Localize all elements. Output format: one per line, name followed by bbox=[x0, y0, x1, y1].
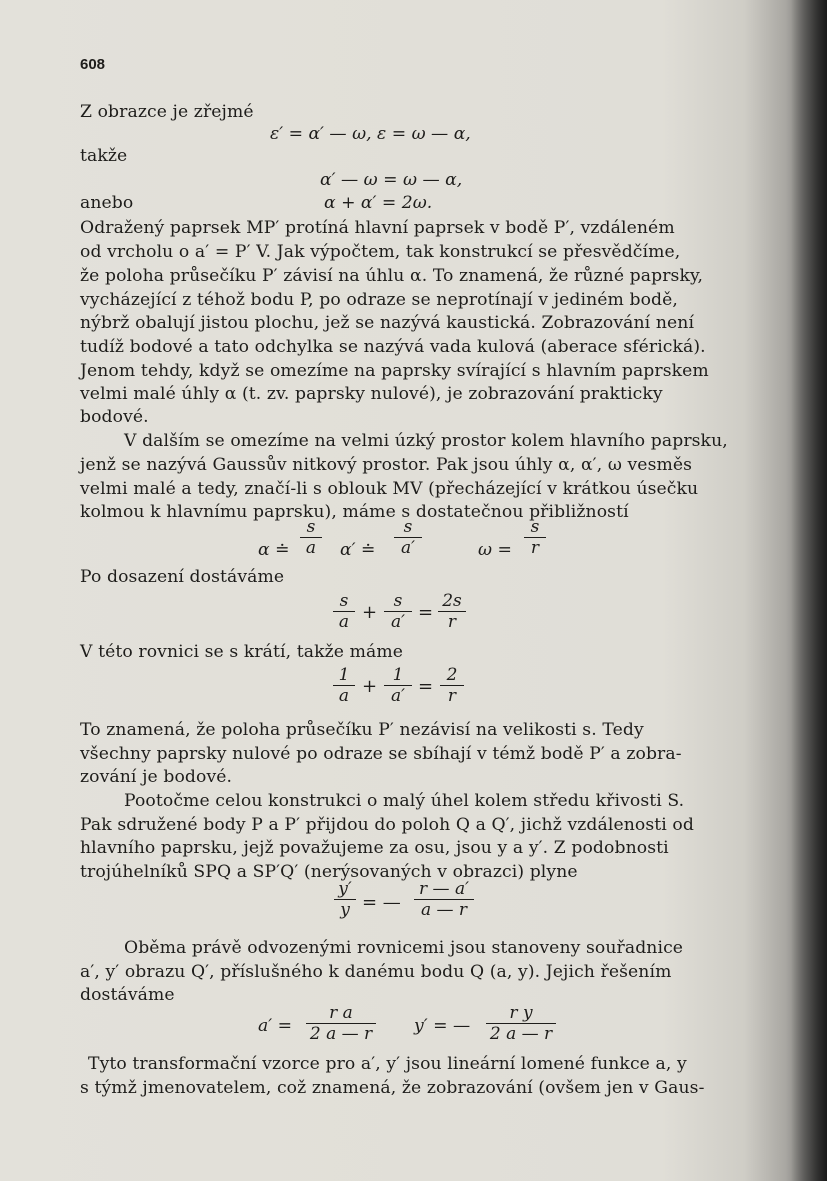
text-line: Z obrazce je zřejmé bbox=[80, 102, 254, 122]
formula-term: a′ = bbox=[258, 1016, 293, 1036]
text-line: vycházející z téhož bodu P, po odraze se neprotínají v jediném bodě, bbox=[80, 290, 678, 310]
page-number: 608 bbox=[80, 56, 106, 73]
text-line: V této rovnici se s krátí, takže máme bbox=[80, 642, 404, 662]
text-line: dostáváme bbox=[80, 985, 175, 1005]
text-line: tudíž bodové a tato odchylka se nazývá vada kulová (aberace sférická). bbox=[80, 337, 706, 357]
fraction: $\frac{1}{a}$ bbox=[333, 666, 355, 706]
equation-1: ε′ = α′ — ω, ε = ω — α, bbox=[270, 124, 471, 144]
text-line: trojúhelníků SPQ a SP′Q′ (nerýsovaných v obrazci) plyne bbox=[80, 862, 578, 882]
fraction: $\frac{s}{a}$ bbox=[333, 592, 355, 632]
fraction: $\frac{2s}{r}$ bbox=[438, 592, 466, 632]
formula-term: α′ ≐ bbox=[340, 540, 376, 560]
text-line: anebo bbox=[80, 193, 134, 213]
text-line: hlavního paprsku, jejž považujeme za osu, jsou y a y′. Z podobnosti bbox=[80, 838, 669, 858]
fraction: $\frac{y'}{y}$ bbox=[334, 880, 356, 920]
text-line: takže bbox=[80, 146, 128, 166]
text-line: všechny paprsky nulové po odraze se sbíhají v témž bodě P′ a zobra- bbox=[80, 744, 682, 764]
text-line: jenž se nazývá Gaussův nitkový prostor. Pak jsou úhly α, α′, ω vesměs bbox=[80, 455, 693, 475]
text-line: Odražený paprsek MP′ protíná hlavní paprsek v bodě P′, vzdáleném bbox=[80, 218, 675, 238]
text-line: Pak sdružené body P a P′ přijdou do poloh Q a Q′, jichž vzdálenosti od bbox=[80, 815, 694, 835]
text-line: Oběma právě odvozenými rovnicemi jsou stanoveny souřadnice bbox=[124, 938, 684, 958]
text-line: s týmž jmenovatelem, což znamená, že zobrazování (ovšem jen v Gaus- bbox=[80, 1078, 705, 1098]
equals-sign: = bbox=[418, 676, 434, 697]
formula-term: α ≐ bbox=[258, 540, 290, 560]
text-line: od vrcholu o a′ = P′ V. Jak výpočtem, tak konstrukcí se přesvědčíme, bbox=[80, 242, 681, 262]
equation-2: α′ — ω = ω — α, bbox=[320, 170, 463, 190]
text-line: nýbrž obalují jistou plochu, jež se nazývá kaustická. Zobrazování není bbox=[80, 313, 695, 333]
text-line: Pootočme celou konstrukci o malý úhel kolem středu křivosti S. bbox=[124, 791, 685, 811]
fraction: $\frac{2}{r}$ bbox=[440, 666, 464, 706]
formula-term: y′ = — bbox=[414, 1016, 471, 1036]
text-line: Jenom tehdy, když se omezíme na paprsky svírající s hlavním paprskem bbox=[80, 361, 709, 381]
text-line: bodové. bbox=[80, 407, 149, 427]
equation-3: α + α′ = 2ω. bbox=[324, 193, 433, 213]
text-line: Po dosazení dostáváme bbox=[80, 567, 285, 587]
fraction: $\frac{s}{a'}$ bbox=[394, 518, 422, 558]
text-line: zování je bodové. bbox=[80, 767, 233, 787]
text-line: velmi malé a tedy, značí-li s oblouk MV (přecházející v krátkou úsečku bbox=[80, 479, 699, 499]
text-line: kolmou k hlavnímu paprsku), máme s dostatečnou přibližností bbox=[80, 502, 629, 522]
fraction: $\frac{r — a'}{a — r}$ bbox=[414, 880, 474, 920]
text-line: velmi malé úhly α (t. zv. paprsky nulové), je zobrazování prakticky bbox=[80, 384, 663, 404]
text-line: a′, y′ obrazu Q′, příslušného k danému bodu Q (a, y). Jejich řešením bbox=[80, 962, 672, 982]
plus-sign: + bbox=[362, 602, 378, 623]
fraction: $\frac{s}{a}$ bbox=[300, 518, 322, 558]
page-gutter-shadow bbox=[791, 0, 827, 1181]
text-line: V dalším se omezíme na velmi úzký prostor kolem hlavního paprsku, bbox=[124, 431, 728, 451]
text-line: Tyto transformační vzorce pro a′, y′ jsou lineární lomené funkce a, y bbox=[88, 1054, 687, 1074]
fraction: $\frac{1}{a'}$ bbox=[384, 666, 412, 706]
fraction: $\frac{\text{r y}}{2 a — r}$ bbox=[486, 1004, 556, 1044]
formula-term: ω = bbox=[478, 540, 512, 560]
equals-sign: = — bbox=[362, 892, 401, 913]
text-line: To znamená, že poloha průsečíku P′ nezávisí na velikosti s. Tedy bbox=[80, 720, 644, 740]
fraction: $\frac{s}{a'}$ bbox=[384, 592, 412, 632]
equals-sign: = bbox=[418, 602, 434, 623]
fraction: $\frac{\text{r a}}{2 a — r}$ bbox=[306, 1004, 376, 1044]
text-line: že poloha průsečíku P′ závisí na úhlu α. To znamená, že různé paprsky, bbox=[80, 266, 704, 286]
fraction: $\frac{s}{r}$ bbox=[524, 518, 546, 558]
plus-sign: + bbox=[362, 676, 378, 697]
